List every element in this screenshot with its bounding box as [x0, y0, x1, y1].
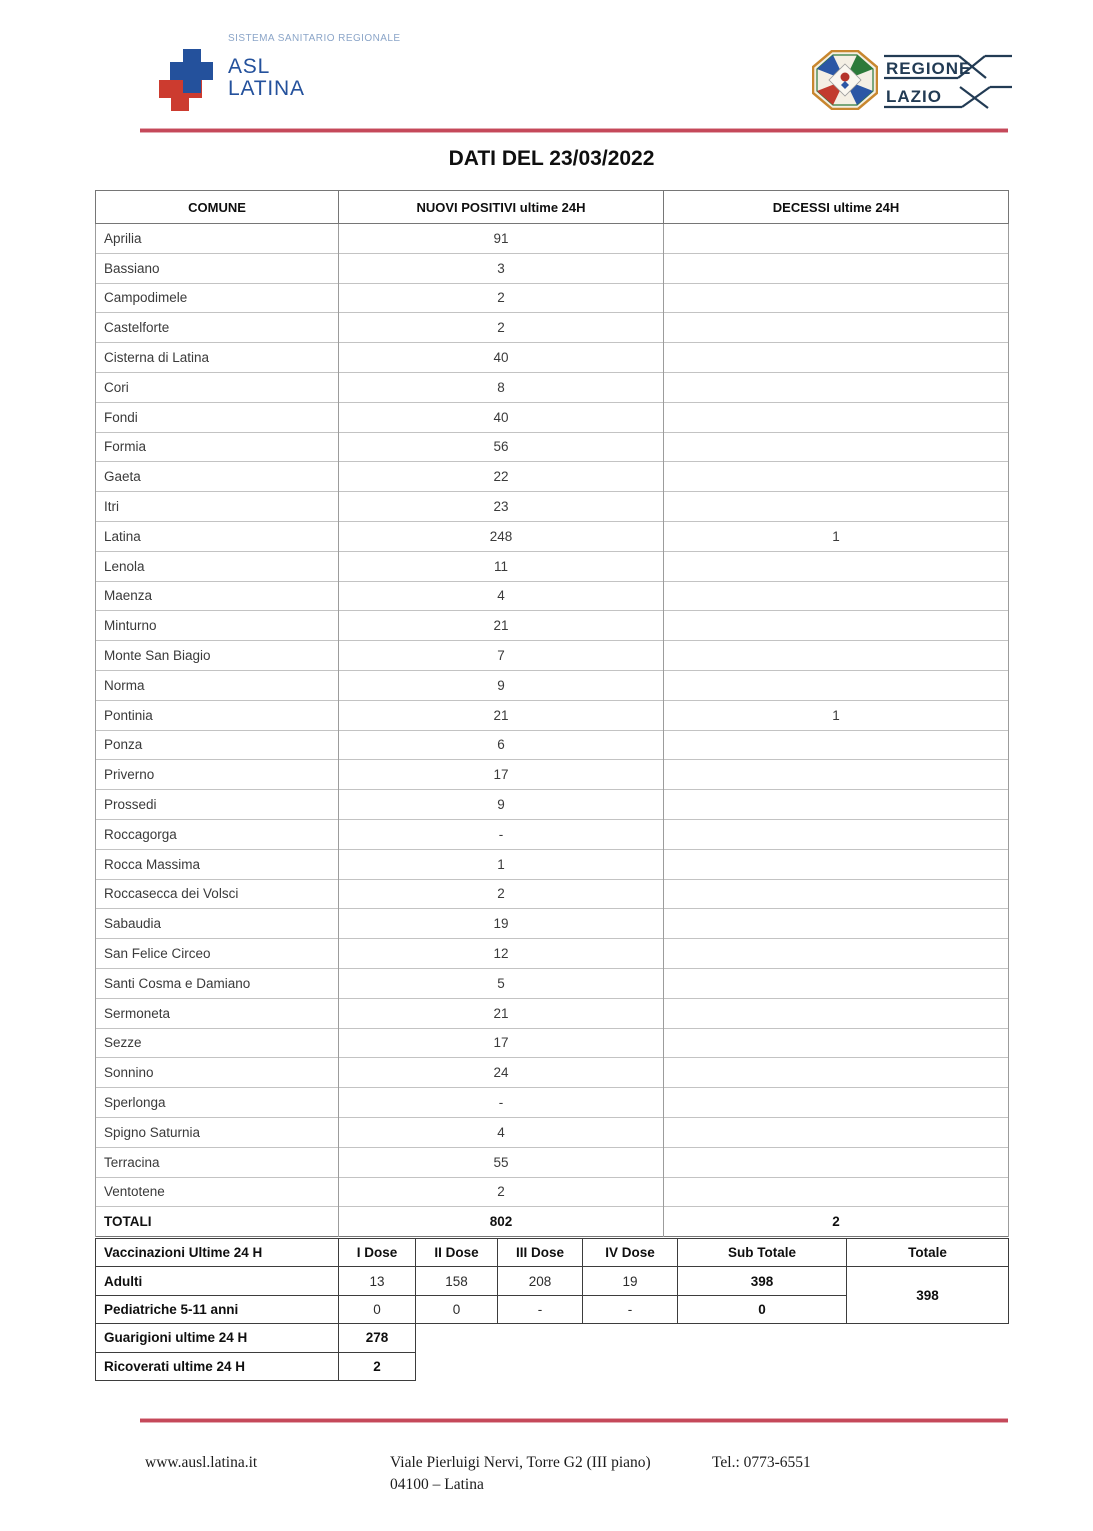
comune-name-cell: Bassiano — [96, 253, 339, 283]
nuovi-positivi-cell: 23 — [339, 492, 664, 522]
vaccination-table — [95, 1238, 1009, 1381]
comune-name-cell: Sezze — [96, 1028, 339, 1058]
comune-name-cell: Monte San Biagio — [96, 641, 339, 671]
nuovi-positivi-cell: 40 — [339, 402, 664, 432]
comune-row — [96, 1147, 1009, 1177]
footer-address-line1: Viale Pierluigi Nervi, Torre G2 (III piano) — [390, 1454, 651, 1471]
comune-row — [96, 730, 1009, 760]
totals-row — [96, 1207, 1009, 1237]
footer-address-line2: 04100 – Latina — [390, 1475, 484, 1493]
decessi-cell — [664, 1147, 1009, 1177]
comune-row — [96, 462, 1009, 492]
comune-name-cell: Sperlonga — [96, 1088, 339, 1118]
vax-header-iii-dose: III Dose — [498, 1239, 583, 1267]
comune-row — [96, 551, 1009, 581]
comune-name-cell: Santi Cosma e Damiano — [96, 968, 339, 998]
comune-name-cell: Cori — [96, 372, 339, 402]
page-title: DATI DEL 23/03/2022 — [448, 147, 655, 170]
footer-website: www.ausl.latina.it — [145, 1454, 258, 1471]
nuovi-positivi-cell: 248 — [339, 521, 664, 551]
lazio-text: LAZIO — [886, 87, 942, 106]
comune-row — [96, 968, 1009, 998]
comune-name-cell: Aprilia — [96, 224, 339, 254]
comune-name-cell: Spigno Saturnia — [96, 1117, 339, 1147]
decessi-cell — [664, 492, 1009, 522]
footer-divider-rule — [140, 1419, 1008, 1422]
comune-name-cell: Sermoneta — [96, 998, 339, 1028]
nuovi-positivi-cell: - — [339, 819, 664, 849]
nuovi-positivi-cell: 4 — [339, 581, 664, 611]
totals-label: TOTALI — [96, 1207, 339, 1237]
comune-name-cell: Rocca Massima — [96, 849, 339, 879]
nuovi-positivi-cell: 2 — [339, 313, 664, 343]
pediatriche-i-dose: 0 — [339, 1295, 416, 1323]
decessi-cell — [664, 641, 1009, 671]
decessi-cell — [664, 998, 1009, 1028]
comune-name-cell: Prossedi — [96, 790, 339, 820]
comune-row — [96, 1117, 1009, 1147]
pediatriche-label: Pediatriche 5-11 anni — [96, 1295, 339, 1323]
footer-address — [390, 1452, 651, 1495]
nuovi-positivi-cell: 9 — [339, 670, 664, 700]
vax-header-ii-dose: II Dose — [416, 1239, 498, 1267]
decessi-cell — [664, 760, 1009, 790]
vax-header-sub-totale: Sub Totale — [678, 1239, 847, 1267]
ricoverati-label: Ricoverati ultime 24 H — [96, 1352, 339, 1380]
comune-name-cell: Fondi — [96, 402, 339, 432]
comune-row — [96, 283, 1009, 313]
nuovi-positivi-cell: 17 — [339, 1028, 664, 1058]
nuovi-positivi-cell: 1 — [339, 849, 664, 879]
decessi-cell — [664, 1177, 1009, 1207]
decessi-cell — [664, 432, 1009, 462]
header-divider-rule — [140, 129, 1008, 132]
comune-table-header-row — [96, 191, 1009, 224]
adulti-sub-totale: 398 — [678, 1267, 847, 1295]
comune-name-cell: Terracina — [96, 1147, 339, 1177]
col-header-decessi: DECESSI ultime 24H — [664, 191, 1009, 224]
vax-header-label: Vaccinazioni Ultime 24 H — [96, 1239, 339, 1267]
nuovi-positivi-cell: 2 — [339, 879, 664, 909]
comune-row — [96, 581, 1009, 611]
latina-text: LATINA — [228, 76, 305, 100]
comune-row — [96, 879, 1009, 909]
comune-table-body — [96, 224, 1009, 1207]
nuovi-positivi-cell: 8 — [339, 372, 664, 402]
nuovi-positivi-cell: 19 — [339, 909, 664, 939]
comune-name-cell: Latina — [96, 521, 339, 551]
comune-row — [96, 1028, 1009, 1058]
decessi-cell — [664, 343, 1009, 373]
decessi-cell — [664, 1058, 1009, 1088]
vax-row-guarigioni — [96, 1324, 1009, 1352]
asl-latina-logo-text — [228, 56, 305, 99]
comune-row — [96, 1177, 1009, 1207]
nuovi-positivi-cell: 11 — [339, 551, 664, 581]
nuovi-positivi-cell: 40 — [339, 343, 664, 373]
decessi-cell — [664, 909, 1009, 939]
comune-name-cell: Sonnino — [96, 1058, 339, 1088]
comune-row — [96, 521, 1009, 551]
decessi-cell — [664, 283, 1009, 313]
decessi-cell: 1 — [664, 521, 1009, 551]
footer-phone: Tel.: 0773-6551 — [712, 1454, 811, 1471]
vax-row-ricoverati — [96, 1352, 1009, 1380]
nuovi-positivi-cell: 24 — [339, 1058, 664, 1088]
decessi-cell — [664, 313, 1009, 343]
sistema-sanitario-label: SISTEMA SANITARIO REGIONALE — [228, 33, 401, 44]
comune-name-cell: Lenola — [96, 551, 339, 581]
decessi-cell — [664, 819, 1009, 849]
decessi-cell — [664, 1117, 1009, 1147]
comune-name-cell: Gaeta — [96, 462, 339, 492]
decessi-cell — [664, 939, 1009, 969]
pediatriche-iv-dose: - — [583, 1295, 678, 1323]
comune-name-cell: Norma — [96, 670, 339, 700]
comune-name-cell: Campodimele — [96, 283, 339, 313]
nuovi-positivi-cell: 3 — [339, 253, 664, 283]
vax-header-i-dose: I Dose — [339, 1239, 416, 1267]
nuovi-positivi-cell: 55 — [339, 1147, 664, 1177]
decessi-cell — [664, 372, 1009, 402]
nuovi-positivi-cell: 2 — [339, 1177, 664, 1207]
nuovi-positivi-cell: 17 — [339, 760, 664, 790]
vax-totale: 398 — [847, 1267, 1009, 1324]
pediatriche-sub-totale: 0 — [678, 1295, 847, 1323]
comune-name-cell: Maenza — [96, 581, 339, 611]
decessi-cell — [664, 1028, 1009, 1058]
comune-row — [96, 1088, 1009, 1118]
nuovi-positivi-cell: 6 — [339, 730, 664, 760]
col-header-nuovi-positivi: NUOVI POSITIVI ultime 24H — [339, 191, 664, 224]
comune-row — [96, 909, 1009, 939]
adulti-ii-dose: 158 — [416, 1267, 498, 1295]
comune-row — [96, 253, 1009, 283]
asl-cross-icon — [159, 49, 213, 116]
empty-cell — [416, 1324, 1009, 1352]
decessi-cell — [664, 670, 1009, 700]
nuovi-positivi-cell: 21 — [339, 700, 664, 730]
comune-name-cell: San Felice Circeo — [96, 939, 339, 969]
decessi-cell — [664, 462, 1009, 492]
comune-row — [96, 402, 1009, 432]
nuovi-positivi-cell: 5 — [339, 968, 664, 998]
comune-row — [96, 760, 1009, 790]
asl-text: ASL — [228, 55, 271, 78]
guarigioni-value: 278 — [339, 1324, 416, 1352]
decessi-cell — [664, 224, 1009, 254]
comune-row — [96, 849, 1009, 879]
totals-decessi: 2 — [664, 1207, 1009, 1237]
decessi-cell: 1 — [664, 700, 1009, 730]
comune-name-cell: Castelforte — [96, 313, 339, 343]
decessi-cell — [664, 551, 1009, 581]
nuovi-positivi-cell: 2 — [339, 283, 664, 313]
comune-name-cell: Cisterna di Latina — [96, 343, 339, 373]
decessi-cell — [664, 790, 1009, 820]
decessi-cell — [664, 968, 1009, 998]
nuovi-positivi-cell: 22 — [339, 462, 664, 492]
comune-row — [96, 790, 1009, 820]
decessi-cell — [664, 1088, 1009, 1118]
adulti-label: Adulti — [96, 1267, 339, 1295]
decessi-cell — [664, 253, 1009, 283]
nuovi-positivi-cell: 56 — [339, 432, 664, 462]
comune-name-cell: Roccagorga — [96, 819, 339, 849]
comune-row — [96, 432, 1009, 462]
comune-name-cell: Itri — [96, 492, 339, 522]
vax-row-adulti — [96, 1267, 1009, 1295]
pediatriche-iii-dose: - — [498, 1295, 583, 1323]
comune-row — [96, 700, 1009, 730]
regione-lazio-emblem-icon — [812, 50, 878, 115]
nuovi-positivi-cell: 7 — [339, 641, 664, 671]
empty-cell — [416, 1352, 1009, 1380]
vax-header-totale: Totale — [847, 1239, 1009, 1267]
comune-name-cell: Sabaudia — [96, 909, 339, 939]
comune-name-cell: Ventotene — [96, 1177, 339, 1207]
totals-nuovi-positivi: 802 — [339, 1207, 664, 1237]
nuovi-positivi-cell: 91 — [339, 224, 664, 254]
nuovi-positivi-cell: 4 — [339, 1117, 664, 1147]
nuovi-positivi-cell: 9 — [339, 790, 664, 820]
pediatriche-ii-dose: 0 — [416, 1295, 498, 1323]
comune-name-cell: Roccasecca dei Volsci — [96, 879, 339, 909]
comune-row — [96, 641, 1009, 671]
nuovi-positivi-cell: 21 — [339, 611, 664, 641]
nuovi-positivi-cell: - — [339, 1088, 664, 1118]
adulti-i-dose: 13 — [339, 1267, 416, 1295]
comune-row — [96, 939, 1009, 969]
comune-row — [96, 670, 1009, 700]
decessi-cell — [664, 611, 1009, 641]
regione-text: REGIONE — [886, 59, 972, 78]
vaccination-header-row — [96, 1239, 1009, 1267]
comune-table — [95, 190, 1009, 1237]
comune-name-cell: Pontinia — [96, 700, 339, 730]
decessi-cell — [664, 879, 1009, 909]
decessi-cell — [664, 730, 1009, 760]
comune-row — [96, 998, 1009, 1028]
comune-row — [96, 819, 1009, 849]
guarigioni-label: Guarigioni ultime 24 H — [96, 1324, 339, 1352]
adulti-iv-dose: 19 — [583, 1267, 678, 1295]
comune-row — [96, 313, 1009, 343]
adulti-iii-dose: 208 — [498, 1267, 583, 1295]
comune-name-cell: Priverno — [96, 760, 339, 790]
decessi-cell — [664, 581, 1009, 611]
comune-name-cell: Ponza — [96, 730, 339, 760]
nuovi-positivi-cell: 21 — [339, 998, 664, 1028]
col-header-comune: COMUNE — [96, 191, 339, 224]
comune-row — [96, 492, 1009, 522]
comune-row — [96, 343, 1009, 373]
decessi-cell — [664, 849, 1009, 879]
nuovi-positivi-cell: 12 — [339, 939, 664, 969]
comune-name-cell: Minturno — [96, 611, 339, 641]
comune-row — [96, 611, 1009, 641]
vax-header-iv-dose: IV Dose — [583, 1239, 678, 1267]
comune-row — [96, 224, 1009, 254]
comune-name-cell: Formia — [96, 432, 339, 462]
ricoverati-value: 2 — [339, 1352, 416, 1380]
comune-row — [96, 372, 1009, 402]
comune-row — [96, 1058, 1009, 1088]
decessi-cell — [664, 402, 1009, 432]
